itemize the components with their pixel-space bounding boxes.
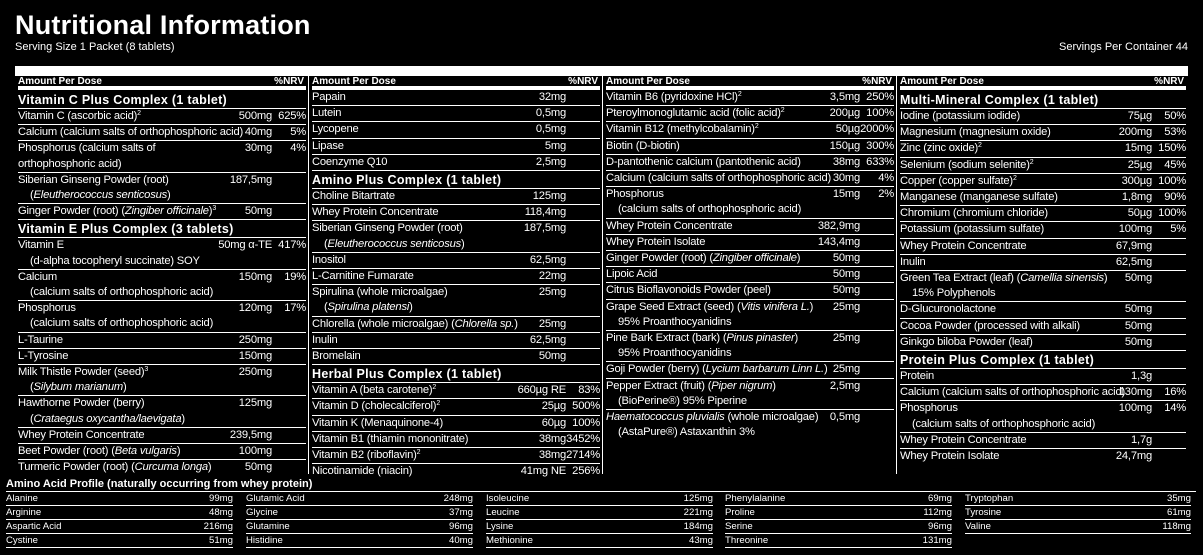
amino-row	[6, 534, 233, 548]
nutrient-row: Citrus Bioflavonoids Powder (peel) 50mg	[606, 283, 894, 299]
nutrient-row: Potassium (potassium sulfate) 100mg 5%	[900, 222, 1186, 238]
nutrient-row: D-Glucuronolactone 50mg	[900, 302, 1186, 318]
amino-profile-title: Amino Acid Profile (naturally occurring from whey protein)	[6, 478, 1196, 492]
nutrient-row: Inulin 62,5mg	[312, 333, 600, 349]
nutrient-row: Goji Powder (berry) (Lycium barbarum Linn L.) 25mg	[606, 362, 894, 378]
nutrient-row: Phosphorus (calcium salts of orthophosphoric acid) 15mg 2%	[606, 187, 894, 218]
nutrient-row: Lutein 0,5mg	[312, 106, 600, 122]
column-header-label: Amount Per Dose	[312, 76, 396, 87]
amino-value: 61mg	[1167, 507, 1191, 518]
amino-value: 37mg	[449, 507, 473, 518]
section-title: Vitamin E Plus Complex (3 tablets)	[18, 220, 306, 238]
nutrient-row: Magnesium (magnesium oxide) 200mg 53%	[900, 125, 1186, 141]
amino-value: 248mg	[443, 493, 473, 504]
nutrient-row: Iodine (potassium iodide) 75µg 50%	[900, 109, 1186, 125]
amino-row	[486, 492, 713, 506]
serving-size: Serving Size 1 Packet (8 tablets)	[15, 41, 175, 53]
nutrient-row: Turmeric Powder (root) (Curcuma longa) 50mg	[18, 461, 272, 474]
nutrient-row: Vitamin B12 (methylcobalamin)$^2$ 50µg2000%	[606, 122, 894, 138]
amino-name: Methionine	[486, 535, 533, 546]
nutrient-row: Spirulina (whole microalgae) (Spirulina platensi) 25mg	[312, 285, 600, 316]
nutrient-row: Biotin (D-biotin) 150µg 300%	[606, 139, 894, 155]
amino-row	[6, 492, 233, 506]
amino-name: Tyrosine	[965, 507, 1002, 518]
nutrient-row: Pepper Extract (fruit) (Piper nigrum) (BioPerine®) 95% Piperine 2,5mg	[606, 379, 894, 410]
nutrient-row: Vitamin K (Menaquinone-4) 60µg 100%	[312, 416, 600, 432]
nutrient-row: Ginkgo biloba Powder (leaf) 50mg	[900, 335, 1186, 351]
amino-row	[246, 534, 473, 548]
nutrient-row: L-Tyrosine 150mg	[18, 349, 306, 365]
nutrient-row: Inulin 62,5mg	[900, 255, 1186, 271]
amino-name: Arginine	[6, 507, 42, 518]
section-title: Protein Plus Complex (1 tablet)	[900, 351, 1186, 369]
amino-row	[6, 520, 233, 534]
column-header-nrv: %NRV	[568, 76, 598, 87]
amino-value: 216mg	[203, 521, 233, 532]
amino-value: 48mg	[209, 507, 233, 518]
section-title: Vitamin C Plus Complex (1 tablet)	[18, 90, 306, 109]
nutrient-row: Vitamin D (cholecalciferol)$^2$ 25µg 500%	[312, 399, 600, 415]
thick-divider	[15, 66, 1188, 76]
amino-value: 125mg	[683, 493, 713, 504]
amino-value: 43mg	[689, 535, 713, 546]
amino-column-2	[246, 492, 473, 548]
amino-name: Isoleucine	[486, 493, 530, 504]
column-header	[312, 76, 600, 90]
nutrient-row: Calcium (calcium salts of orthophosphoric acid) 150mg 19%	[18, 270, 306, 301]
amino-name: Tryptophan	[965, 493, 1014, 504]
nutrient-row: Whey Protein Concentrate 67,9mg	[900, 239, 1186, 255]
amino-row	[246, 492, 473, 506]
nutrient-row: Calcium (calcium salts of orthophosphoric acid) 40mg 5%	[18, 125, 306, 141]
nutrient-row: Cocoa Powder (processed with alkali) 50mg	[900, 319, 1186, 335]
nutrient-row: Phosphorus (calcium salts of orthophosphoric acid) 30mg 4%	[18, 141, 306, 172]
nutrient-row: Pine Bark Extract (bark) (Pinus pinaster) 95% Proanthocyanidins 25mg	[606, 331, 894, 362]
nutrient-column-1	[15, 76, 308, 474]
amino-value: 69mg	[928, 493, 952, 504]
nutrient-row: Nicotinamide (niacin) 41mg NE 256%	[312, 465, 600, 478]
amino-value: 184mg	[683, 521, 713, 532]
amino-row	[725, 534, 952, 548]
nutrient-row: Vitamin C (ascorbic acid)$^2$ 500mg 625%	[18, 109, 306, 125]
nutrient-column-3	[602, 76, 896, 474]
nutrient-row: Whey Protein Concentrate 239,5mg	[18, 428, 306, 444]
nutrient-row: Manganese (manganese sulfate) 1,8mg 90%	[900, 190, 1186, 206]
nutrient-row: Inositol 62,5mg	[312, 253, 600, 269]
amino-row	[246, 520, 473, 534]
nutrient-row: Green Tea Extract (leaf) (Camellia sinensis) 15% Polyphenols 50mg	[900, 271, 1186, 302]
amino-column-5	[965, 492, 1191, 534]
nutrient-row: Lipoic Acid 50mg	[606, 267, 894, 283]
column-header-label: Amount Per Dose	[606, 76, 690, 87]
amino-row	[6, 506, 233, 520]
nutrient-row: Calcium (calcium salts of orthophosphoric acid) 30mg 4%	[606, 171, 894, 187]
amino-name: Histidine	[246, 535, 283, 546]
column-header-nrv: %NRV	[274, 76, 304, 87]
amino-value: 51mg	[209, 535, 233, 546]
nutrient-row: Whey Protein Isolate 24,7mg	[900, 450, 1152, 463]
amino-value: 35mg	[1167, 493, 1191, 504]
amino-name: Cystine	[6, 535, 38, 546]
nutrient-row: Zinc (zinc oxide)$^2$ 15mg 150%	[900, 141, 1186, 157]
nutrient-row: Papain 32mg	[312, 90, 600, 106]
nutrient-row: Chromium (chromium chloride) 50µg 100%	[900, 206, 1186, 222]
nutrient-row: Whey Protein Concentrate 382,9mg	[606, 219, 894, 235]
column-header-label: Amount Per Dose	[18, 76, 102, 87]
amino-row	[486, 534, 713, 548]
column-header	[606, 76, 894, 90]
amino-name: Proline	[725, 507, 755, 518]
nutrient-columns	[15, 76, 1188, 478]
nutrient-row: Choline Bitartrate 125mg	[312, 189, 600, 205]
amino-row	[725, 492, 952, 506]
nutrient-row: Coenzyme Q10 2,5mg	[312, 155, 600, 171]
nutrient-row: Beet Powder (root) (Beta vulgaris) 100mg	[18, 444, 306, 460]
nutrient-row: Ginger Powder (root) (Zingiber officinale) 50mg	[606, 251, 894, 267]
nutrient-column-2	[308, 76, 602, 478]
nutrient-row: Protein 1,3g	[900, 369, 1186, 385]
amino-row	[965, 492, 1191, 506]
nutrient-row: Vitamin A (beta carotene)$^2$ 660µg RE 83%	[312, 383, 600, 399]
amino-name: Alanine	[6, 493, 39, 504]
nutrient-row: Phosphorus (calcium salts of orthophosphoric acid) 120mg 17%	[18, 301, 306, 332]
section-title: Multi-Mineral Complex (1 tablet)	[900, 90, 1186, 109]
amino-acid-profile	[6, 478, 1196, 548]
amino-row	[725, 506, 952, 520]
nutrient-row: Whey Protein Concentrate 118,4mg	[312, 205, 600, 221]
column-header-nrv: %NRV	[862, 76, 892, 87]
amino-value: 112mg	[923, 507, 952, 518]
column-header-nrv: %NRV	[1154, 76, 1184, 87]
nutrition-label	[15, 10, 1188, 478]
amino-value: 40mg	[449, 535, 473, 546]
amino-value: 131mg	[922, 535, 952, 546]
nutrient-row: Haematococcus pluvialis (whole microalgae) (AstaPure®) Astaxanthin 3% 0,5mg	[606, 411, 860, 439]
amino-row	[965, 520, 1191, 534]
nutrient-row: Grape Seed Extract (seed) (Vitis vinifera L.) 95% Proanthocyanidins 25mg	[606, 300, 894, 331]
nutrient-row: Selenium (sodium selenite)$^2$ 25µg 45%	[900, 158, 1186, 174]
amino-column-1	[6, 492, 233, 548]
amino-row	[246, 506, 473, 520]
nutrient-row: Copper (copper sulfate)$^2$ 300µg 100%	[900, 174, 1186, 190]
amino-name: Lysine	[486, 521, 514, 532]
amino-value: 96mg	[449, 521, 473, 532]
nutrient-row: L-Carnitine Fumarate 22mg	[312, 269, 600, 285]
nutrient-row: Ginger Powder (root) (Zingiber officinale)$^3$ 50mg	[18, 204, 306, 220]
nutrient-row: Vitamin E (d-alpha tocopheryl succinate) SOY 50mg α-TE 417%	[18, 238, 306, 269]
servings-per-container: Servings Per Container 44	[1058, 41, 1188, 53]
column-header	[18, 76, 306, 90]
amino-name: Aspartic Acid	[6, 521, 62, 532]
nutrient-row: Bromelain 50mg	[312, 349, 600, 365]
amino-value: 96mg	[928, 521, 952, 532]
section-title: Amino Plus Complex (1 tablet)	[312, 171, 600, 189]
nutrient-row: Siberian Ginseng Powder (root) (Eleutherococcus senticosus) 187,5mg	[312, 221, 600, 252]
label-title: Nutritional Information	[15, 10, 311, 40]
nutrient-row: Whey Protein Isolate 143,4mg	[606, 235, 894, 251]
column-header-label: Amount Per Dose	[900, 76, 984, 87]
nutrient-row: Siberian Ginseng Powder (root) (Eleutherococcus senticosus) 187,5mg	[18, 173, 306, 204]
amino-column-4	[725, 492, 952, 548]
amino-name: Glutamine	[246, 521, 290, 532]
nutrient-row: D-pantothenic calcium (pantothenic acid) 38mg 633%	[606, 155, 894, 171]
amino-row	[486, 506, 713, 520]
section-title: Herbal Plus Complex (1 tablet)	[312, 365, 600, 383]
amino-name: Serine	[725, 521, 753, 532]
nutrient-row: Phosphorus (calcium salts of orthophosphoric acid) 100mg 14%	[900, 401, 1186, 432]
amino-column-3	[486, 492, 713, 548]
nutrient-row: Lycopene 0,5mg	[312, 122, 600, 138]
nutrient-row: Hawthorne Powder (berry) (Crataegus oxycantha/laevigata) 125mg	[18, 396, 306, 427]
amino-value: 221mg	[683, 507, 713, 518]
amino-name: Leucine	[486, 507, 520, 518]
nutrient-row: Calcium (calcium salts of orthophosphoric acid) 130mg 16%	[900, 385, 1186, 401]
amino-row	[725, 520, 952, 534]
nutrient-row: Milk Thistle Powder (seed)$^3$ (Silybum marianum) 250mg	[18, 365, 306, 396]
nutrient-row: L-Taurine 250mg	[18, 333, 306, 349]
column-header	[900, 76, 1186, 90]
amino-row	[965, 506, 1191, 520]
nutrient-row: Pteroylmonoglutamic acid (folic acid)$^2$ 200µg 100%	[606, 106, 894, 122]
amino-row	[486, 520, 713, 534]
nutrient-row: Chlorella (whole microalgae) (Chlorella sp.) 25mg	[312, 317, 600, 333]
amino-name: Threonine	[725, 535, 769, 546]
amino-value: 99mg	[209, 493, 233, 504]
serving-row	[15, 40, 1188, 54]
nutrient-row: Lipase 5mg	[312, 139, 600, 155]
amino-name: Valine	[965, 521, 991, 532]
amino-name: Glutamic Acid	[246, 493, 305, 504]
nutrient-row: Vitamin B6 (pyridoxine HCl)$^2$ 3,5mg 250%	[606, 90, 894, 106]
amino-value: 118mg	[1162, 521, 1191, 532]
nutrient-row: Vitamin B1 (thiamin mononitrate) 38mg3452%	[312, 432, 600, 448]
amino-profile-columns	[6, 492, 1196, 548]
nutrient-column-4	[896, 76, 1188, 474]
nutrient-row: Vitamin B2 (riboflavin)$^2$ 38mg2714%	[312, 448, 600, 464]
amino-name: Phenylalanine	[725, 493, 786, 504]
nutrient-row: Whey Protein Concentrate 1,7g	[900, 433, 1186, 449]
amino-name: Glycine	[246, 507, 278, 518]
